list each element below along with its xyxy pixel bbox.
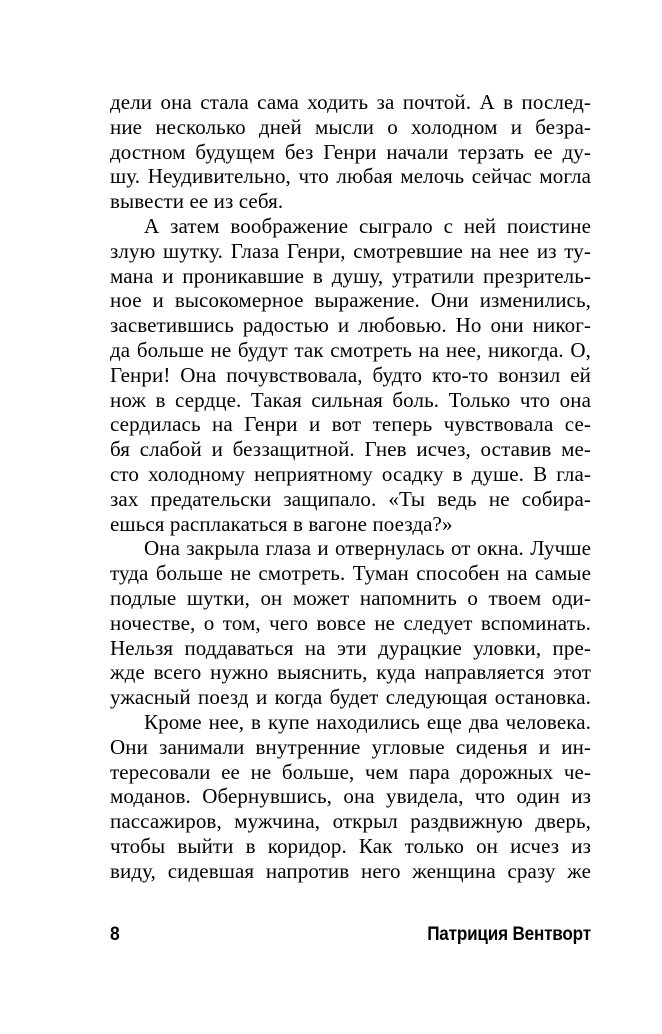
text-line: да больше не будут так смотреть на нее, никогда. О, (110, 337, 591, 362)
text-line: Генри! Она почувствовала, будто кто-то вонзил ей (110, 362, 591, 387)
paragraph (110, 536, 591, 710)
text-line: ночестве, о том, чего вовсе не следует вспоминать. (110, 610, 591, 635)
text-line: моданов. Обернувшись, она увидела, что один из (110, 784, 591, 809)
text-line: достном будущем без Генри начали терзать ее ду- (110, 139, 591, 164)
text-line: ешься расплакаться в вагоне поезда?» (110, 511, 453, 536)
text-line: чтобы выйти в коридор. Как только он исчез из (110, 833, 591, 858)
text-line: ние несколько дней мысли о холодном и безра- (110, 114, 591, 139)
paragraph (110, 90, 591, 214)
text-line: мана и проникавшие в душу, утратили презритель- (110, 263, 591, 288)
text-line: жде всего нужно выяснить, куда направляется этот (110, 660, 591, 685)
text-line: виду, сидевшая напротив него женщина сразу же (110, 858, 591, 883)
paragraph (110, 214, 591, 536)
text-line: Кроме нее, в купе находились еще два человека. (144, 709, 591, 734)
text-line: сердилась на Генри и вот теперь чувствовала се- (110, 412, 591, 437)
paragraph (110, 710, 591, 884)
text-line: зах предательски защипало. «Ты ведь не собира- (110, 486, 591, 511)
text-line: тересовали ее не больше, чем пара дорожных че- (110, 759, 591, 784)
text-line: дели она стала сама ходить за почтой. А в послед- (110, 90, 591, 114)
text-line: засветившись радостью и любовью. Но они никог- (110, 313, 591, 338)
text-line: Они занимали внутренние угловые сиденья и ин- (110, 734, 591, 759)
text-line: нож в сердце. Такая сильная боль. Только что она (110, 387, 591, 412)
text-line: злую шутку. Глаза Генри, смотревшие на нее из ту- (110, 238, 591, 263)
text-line: ужасный поезд и когда будет следующая остановка. (110, 685, 591, 710)
text-line: шу. Неудивительно, что любая мелочь сейчас могла (110, 164, 591, 189)
text-line: ное и высокомерное выражение. Они изменились, (110, 288, 591, 313)
text-line: сто холодному неприятному осадку в душе. В гла- (110, 461, 591, 486)
text-line: туда больше не смотреть. Туман способен на самые (110, 561, 591, 586)
page-number: 8 (110, 924, 120, 945)
running-title: Патриция Вентворт (427, 924, 591, 945)
page-footer (110, 925, 591, 945)
text-line: бя слабой и беззащитной. Гнев исчез, оставив ме- (110, 437, 591, 462)
text-line: А затем воображение сыграло с ней поистине (144, 213, 591, 238)
text-line: вывести ее из себя. (110, 189, 284, 214)
text-line: подлые шутки, он может напомнить о твоем оди- (110, 585, 591, 610)
text-line: Нельзя поддаваться на эти дурацкие уловки, пре- (110, 635, 591, 660)
text-line: пассажиров, мужчина, открыл раздвижную дверь, (110, 809, 591, 834)
page-text (110, 90, 591, 884)
text-line: Она закрыла глаза и отвернулась от окна. Лучше (144, 536, 591, 561)
